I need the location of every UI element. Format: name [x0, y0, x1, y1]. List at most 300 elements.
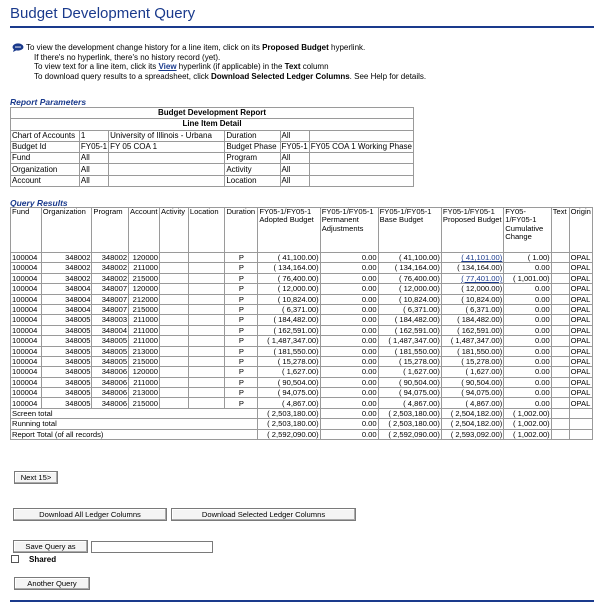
- table-cell: 211000: [129, 325, 160, 335]
- parameter-cell: All: [280, 130, 309, 141]
- table-cell: ( 10,824.00): [378, 294, 441, 304]
- table-cell: 348002: [92, 253, 129, 263]
- parameter-cell: Activity: [225, 164, 280, 175]
- table-row: [11, 253, 593, 263]
- parameter-cell: All: [280, 164, 309, 175]
- table-cell: ( 6,371.00): [378, 304, 441, 314]
- table-cell: [551, 263, 569, 273]
- parameter-cell: [109, 153, 225, 164]
- table-row: [11, 315, 593, 325]
- parameter-cell: Budget Phase: [225, 141, 280, 152]
- table-cell: 348007: [92, 284, 129, 294]
- parameter-cell: [309, 153, 413, 164]
- table-cell: 348007: [92, 304, 129, 314]
- total-cell: 0.00: [320, 429, 378, 439]
- column-header: Activity: [160, 208, 189, 253]
- table-cell: 0.00: [504, 325, 551, 335]
- parameter-cell: All: [79, 153, 108, 164]
- table-row: [11, 304, 593, 314]
- table-cell: [160, 263, 189, 273]
- table-cell: 100004: [11, 356, 42, 366]
- table-cell: 100004: [11, 284, 42, 294]
- table-cell: ( 1,627.00): [378, 367, 441, 377]
- instruction-text: . See Help for details.: [349, 71, 427, 81]
- table-cell: [188, 367, 225, 377]
- table-cell: ( 15,278.00): [441, 356, 503, 366]
- table-cell: ( 1,001.00): [504, 273, 551, 283]
- table-cell: [188, 263, 225, 273]
- column-header: FY05-1/FY05-1 Base Budget: [378, 208, 441, 253]
- download-all-ledger-columns-button[interactable]: Download All Ledger Columns: [13, 508, 167, 521]
- table-cell: P: [225, 284, 258, 294]
- parameter-cell: Program: [225, 153, 280, 164]
- column-header: Account: [129, 208, 160, 253]
- table-cell: 0.00: [504, 346, 551, 356]
- table-cell: 100004: [11, 388, 42, 398]
- table-cell: 211000: [129, 377, 160, 387]
- column-header: FY05-1/FY05-1 Cumulative Change: [504, 208, 551, 253]
- table-cell: [551, 356, 569, 366]
- table-cell: ( 90,504.00): [441, 377, 503, 387]
- parameter-cell: Account: [11, 175, 80, 186]
- table-cell: ( 1,487,347.00): [441, 336, 503, 346]
- table-cell: ( 94,075.00): [258, 388, 320, 398]
- table-cell: ( 90,504.00): [258, 377, 320, 387]
- page-title: Budget Development Query: [10, 5, 196, 22]
- table-cell: ( 12,000.00): [441, 284, 503, 294]
- column-header: Organization: [41, 208, 92, 253]
- next-15-button[interactable]: Next 15>: [14, 471, 58, 484]
- table-cell: ( 90,504.00): [378, 377, 441, 387]
- table-cell: [551, 408, 569, 418]
- total-cell: ( 2,504,182.00): [441, 408, 503, 418]
- instruction-line-4: [34, 72, 426, 82]
- table-cell: OPAL: [569, 377, 592, 387]
- table-cell: [160, 398, 189, 408]
- table-row: [11, 398, 593, 408]
- shared-checkbox[interactable]: [11, 555, 19, 563]
- table-row: [11, 356, 593, 366]
- table-cell: ( 134,164.00): [378, 263, 441, 273]
- table-cell: 348005: [41, 325, 92, 335]
- total-row: [11, 419, 593, 429]
- table-cell: OPAL: [569, 398, 592, 408]
- table-cell: [188, 388, 225, 398]
- table-cell: [160, 388, 189, 398]
- table-cell: OPAL: [569, 367, 592, 377]
- column-header: Origin: [569, 208, 592, 253]
- table-cell: ( 162,591.00): [258, 325, 320, 335]
- table-cell: [188, 253, 225, 263]
- table-cell: 100004: [11, 377, 42, 387]
- instruction-text: To download query results to a spreadsheet, click: [34, 71, 211, 81]
- parameter-cell: [309, 175, 413, 186]
- table-cell: 100004: [11, 398, 42, 408]
- table-cell: ( 181,550.00): [258, 346, 320, 356]
- table-cell: 0.00: [320, 325, 378, 335]
- table-cell: 211000: [129, 315, 160, 325]
- download-selected-ledger-columns-button[interactable]: Download Selected Ledger Columns: [171, 508, 356, 521]
- table-cell: [160, 377, 189, 387]
- column-header: Text: [551, 208, 569, 253]
- table-cell: 211000: [129, 263, 160, 273]
- table-cell: [188, 294, 225, 304]
- table-cell: 348002: [41, 253, 92, 263]
- parameter-cell: [309, 164, 413, 175]
- table-cell: 100004: [11, 336, 42, 346]
- table-cell: ( 10,824.00): [441, 294, 503, 304]
- download-selected-term: Download Selected Ledger Columns: [210, 71, 350, 81]
- table-cell: 348005: [92, 336, 129, 346]
- table-cell: 215000: [129, 304, 160, 314]
- table-cell: [188, 398, 225, 408]
- report-parameters-table: [10, 107, 414, 187]
- table-cell: [188, 304, 225, 314]
- parameter-cell: Budget Id: [11, 141, 80, 152]
- table-cell: [551, 253, 569, 263]
- table-cell: ( 10,824.00): [258, 294, 320, 304]
- table-cell: 120000: [129, 284, 160, 294]
- table-cell: ( 76,400.00): [378, 273, 441, 283]
- table-cell: [569, 419, 592, 429]
- parameter-cell: FY05-1: [80, 142, 108, 152]
- table-cell: 100004: [11, 315, 42, 325]
- parameter-row: [11, 130, 414, 141]
- report-parameters-heading: Report Parameters: [10, 97, 87, 107]
- parameter-cell: All: [79, 175, 108, 186]
- table-cell: ( 1,627.00): [441, 367, 503, 377]
- table-cell: P: [225, 253, 258, 263]
- table-cell: 0.00: [320, 398, 378, 408]
- table-cell: 348005: [92, 356, 129, 366]
- parameter-cell: All: [280, 175, 309, 186]
- table-cell: OPAL: [569, 273, 592, 283]
- table-cell: P: [225, 263, 258, 273]
- table-cell: OPAL: [569, 304, 592, 314]
- column-header: Duration: [225, 208, 258, 253]
- instruction-line-2: [34, 53, 426, 63]
- instruction-text: hyperlink (if applicable) in the: [176, 62, 285, 71]
- instruction-line-1: [26, 43, 426, 53]
- table-cell: [551, 284, 569, 294]
- table-cell: 100004: [11, 304, 42, 314]
- total-cell: ( 2,504,182.00): [441, 419, 503, 429]
- parameter-cell: Organization: [11, 164, 80, 175]
- parameter-cell: [309, 130, 413, 141]
- table-cell: ( 181,550.00): [441, 346, 503, 356]
- table-cell: 348005: [41, 315, 92, 325]
- table-cell: ( 12,000.00): [378, 284, 441, 294]
- table-cell: 0.00: [504, 336, 551, 346]
- table-cell: P: [225, 294, 258, 304]
- table-cell: [551, 367, 569, 377]
- info-speech-bubble-icon: [12, 43, 24, 52]
- proposed-budget-link[interactable]: ( 77,401.00): [441, 273, 503, 283]
- table-cell: 100004: [11, 294, 42, 304]
- table-cell: ( 94,075.00): [441, 388, 503, 398]
- instruction-text: column: [300, 62, 329, 71]
- table-cell: ( 15,278.00): [378, 356, 441, 366]
- table-cell: ( 1,487,347.00): [378, 336, 441, 346]
- table-cell: OPAL: [569, 253, 592, 263]
- table-cell: [551, 273, 569, 283]
- table-cell: 0.00: [320, 294, 378, 304]
- table-cell: OPAL: [569, 388, 592, 398]
- total-cell: ( 2,592,090.00): [258, 429, 320, 439]
- table-cell: P: [225, 367, 258, 377]
- report-title: Budget Development Report: [11, 108, 414, 119]
- column-header: Location: [188, 208, 225, 253]
- parameter-cell: [109, 175, 225, 186]
- table-cell: P: [225, 388, 258, 398]
- table-cell: ( 4,867.00): [378, 398, 441, 408]
- table-cell: [160, 315, 189, 325]
- column-header: Fund: [11, 208, 42, 253]
- table-cell: 348004: [92, 325, 129, 335]
- table-cell: [551, 377, 569, 387]
- table-cell: 0.00: [504, 356, 551, 366]
- table-row: [11, 284, 593, 294]
- table-cell: 0.00: [320, 263, 378, 273]
- table-row: [11, 346, 593, 356]
- table-cell: 348003: [92, 315, 129, 325]
- footer-divider: [10, 600, 594, 602]
- table-cell: ( 94,075.00): [378, 388, 441, 398]
- table-cell: [160, 325, 189, 335]
- table-cell: [188, 336, 225, 346]
- table-cell: ( 184,482.00): [378, 315, 441, 325]
- table-cell: [160, 273, 189, 283]
- table-cell: 0.00: [320, 315, 378, 325]
- table-cell: 0.00: [320, 253, 378, 263]
- table-cell: 348006: [92, 367, 129, 377]
- table-cell: OPAL: [569, 356, 592, 366]
- table-cell: ( 181,550.00): [378, 346, 441, 356]
- table-cell: ( 12,000.00): [258, 284, 320, 294]
- shared-label: Shared: [29, 555, 57, 564]
- table-cell: [551, 388, 569, 398]
- table-cell: OPAL: [569, 346, 592, 356]
- table-cell: ( 1,627.00): [258, 367, 320, 377]
- table-cell: [160, 367, 189, 377]
- table-cell: [569, 408, 592, 418]
- instruction-line-3: [34, 62, 426, 72]
- table-cell: 348005: [41, 336, 92, 346]
- parameter-cell: Duration: [225, 130, 280, 141]
- instruction-text: hyperlink.: [328, 43, 366, 52]
- table-cell: [160, 336, 189, 346]
- total-cell: 0.00: [320, 408, 378, 418]
- parameter-cell: University of Illinois - Urbana: [109, 130, 225, 141]
- table-cell: 120000: [129, 253, 160, 263]
- table-cell: 348007: [92, 294, 129, 304]
- instruction-text: If there's no hyperlink, there's no history record (yet).: [34, 52, 221, 62]
- table-cell: [551, 429, 569, 439]
- parameter-cell: [109, 164, 225, 175]
- parameter-row: [11, 164, 414, 175]
- total-cell: ( 2,503,180.00): [378, 419, 441, 429]
- table-cell: 0.00: [504, 388, 551, 398]
- parameter-cell: Chart of Accounts: [11, 130, 80, 141]
- table-cell: ( 134,164.00): [441, 263, 503, 273]
- total-label: Screen total: [11, 408, 258, 418]
- table-cell: 0.00: [504, 294, 551, 304]
- table-cell: ( 4,867.00): [441, 398, 503, 408]
- column-header: FY05-1/FY05-1 Permanent Adjustments: [320, 208, 378, 253]
- table-cell: 0.00: [504, 304, 551, 314]
- table-cell: P: [225, 336, 258, 346]
- total-label: Report Total (of all records): [11, 429, 258, 439]
- table-cell: OPAL: [569, 263, 592, 273]
- table-cell: 211000: [129, 336, 160, 346]
- table-cell: 348005: [41, 346, 92, 356]
- table-cell: 215000: [129, 398, 160, 408]
- table-cell: 0.00: [504, 263, 551, 273]
- table-cell: 348006: [92, 388, 129, 398]
- instruction-text: To view the development change history for a line item, click on its: [26, 43, 263, 52]
- total-cell: ( 1,002.00): [504, 408, 551, 418]
- table-cell: 0.00: [320, 336, 378, 346]
- total-cell: ( 1,002.00): [504, 429, 551, 439]
- table-cell: 213000: [129, 388, 160, 398]
- table-cell: 100004: [11, 263, 42, 273]
- parameter-cell: FY05 COA 1 Working Phase: [310, 142, 412, 152]
- table-cell: P: [225, 346, 258, 356]
- table-cell: 348005: [41, 398, 92, 408]
- table-cell: ( 184,482.00): [258, 315, 320, 325]
- table-cell: 348005: [41, 356, 92, 366]
- parameter-cell: FY 05 COA 1: [109, 141, 225, 152]
- table-cell: 348004: [41, 284, 92, 294]
- table-cell: 100004: [11, 367, 42, 377]
- table-cell: P: [225, 377, 258, 387]
- shared-option: [11, 555, 56, 564]
- table-cell: ( 15,278.00): [258, 356, 320, 366]
- total-row: [11, 429, 593, 439]
- table-cell: P: [225, 325, 258, 335]
- table-cell: 100004: [11, 253, 42, 263]
- table-cell: 0.00: [320, 356, 378, 366]
- table-cell: 348004: [41, 294, 92, 304]
- total-cell: ( 1,002.00): [504, 419, 551, 429]
- parameter-cell: All: [280, 153, 309, 164]
- proposed-budget-link[interactable]: ( 41,101.00): [441, 253, 503, 263]
- total-cell: ( 2,503,180.00): [258, 419, 320, 429]
- parameter-cell: FY05-1: [281, 142, 308, 152]
- table-cell: 0.00: [320, 304, 378, 314]
- table-cell: 0.00: [504, 284, 551, 294]
- table-cell: 0.00: [504, 367, 551, 377]
- total-cell: ( 2,593,092.00): [441, 429, 503, 439]
- table-cell: 0.00: [320, 284, 378, 294]
- column-header: FY05-1/FY05-1 Adopted Budget: [258, 208, 320, 253]
- total-cell: 0.00: [320, 419, 378, 429]
- proposed-budget-term: Proposed Budget: [262, 43, 329, 52]
- table-cell: P: [225, 304, 258, 314]
- table-cell: [160, 294, 189, 304]
- table-cell: OPAL: [569, 325, 592, 335]
- another-query-button[interactable]: Another Query: [14, 577, 90, 590]
- table-cell: P: [225, 356, 258, 366]
- table-cell: 215000: [129, 356, 160, 366]
- table-cell: [160, 346, 189, 356]
- table-cell: 348002: [92, 263, 129, 273]
- table-cell: 348002: [41, 263, 92, 273]
- table-cell: 348005: [41, 367, 92, 377]
- table-cell: [188, 356, 225, 366]
- table-cell: OPAL: [569, 336, 592, 346]
- parameter-row: [11, 153, 414, 164]
- table-cell: [188, 315, 225, 325]
- table-cell: [160, 284, 189, 294]
- table-cell: ( 184,482.00): [441, 315, 503, 325]
- column-header: FY05-1/FY05-1 Proposed Budget: [441, 208, 503, 253]
- table-cell: 348005: [41, 377, 92, 387]
- table-cell: [551, 315, 569, 325]
- table-cell: ( 41,100.00): [258, 253, 320, 263]
- table-cell: [188, 377, 225, 387]
- instruction-text: To view text for a line item, click its: [34, 62, 159, 71]
- table-cell: P: [225, 273, 258, 283]
- table-row: [11, 263, 593, 273]
- total-cell: ( 2,503,180.00): [378, 408, 441, 418]
- table-row: [11, 273, 593, 283]
- table-row: [11, 294, 593, 304]
- table-cell: ( 162,591.00): [441, 325, 503, 335]
- table-cell: 120000: [129, 367, 160, 377]
- view-term: View: [158, 62, 177, 71]
- table-cell: 0.00: [504, 398, 551, 408]
- table-cell: ( 41,100.00): [378, 253, 441, 263]
- table-cell: [551, 304, 569, 314]
- query-results-table: [10, 207, 593, 440]
- table-cell: [551, 346, 569, 356]
- table-cell: 0.00: [320, 346, 378, 356]
- table-cell: [160, 304, 189, 314]
- table-row: [11, 367, 593, 377]
- table-cell: 0.00: [320, 388, 378, 398]
- table-cell: [160, 253, 189, 263]
- parameter-cell: Fund: [11, 153, 80, 164]
- table-cell: 0.00: [504, 315, 551, 325]
- table-cell: 0.00: [320, 367, 378, 377]
- parameter-cell: 1: [79, 130, 108, 141]
- parameter-cell: All: [79, 164, 108, 175]
- table-cell: 0.00: [320, 377, 378, 387]
- table-cell: ( 6,371.00): [441, 304, 503, 314]
- query-results-heading: Query Results: [10, 198, 68, 208]
- table-cell: OPAL: [569, 284, 592, 294]
- table-row: [11, 388, 593, 398]
- save-query-as-button[interactable]: Save Query as: [13, 540, 88, 553]
- table-cell: [551, 325, 569, 335]
- table-cell: 213000: [129, 346, 160, 356]
- text-term: Text: [284, 62, 301, 71]
- table-cell: ( 76,400.00): [258, 273, 320, 283]
- table-cell: [551, 294, 569, 304]
- table-cell: 100004: [11, 325, 42, 335]
- table-cell: 348002: [41, 273, 92, 283]
- table-cell: [188, 273, 225, 283]
- query-name-input[interactable]: [91, 541, 213, 553]
- table-cell: ( 6,371.00): [258, 304, 320, 314]
- parameter-row: [11, 141, 414, 152]
- table-row: [11, 336, 593, 346]
- table-cell: 348005: [41, 388, 92, 398]
- parameter-row: [11, 175, 414, 186]
- table-cell: 100004: [11, 346, 42, 356]
- table-cell: [551, 336, 569, 346]
